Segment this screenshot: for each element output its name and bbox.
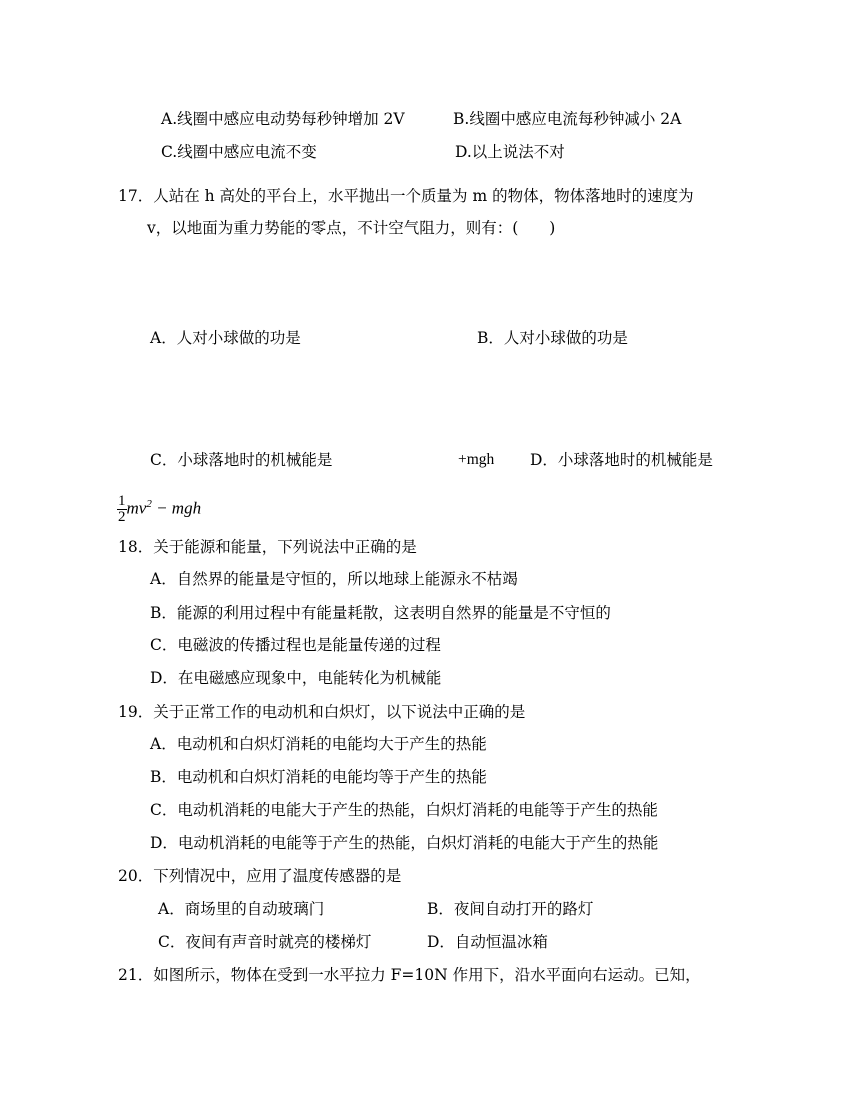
- q18-stem: 18．关于能源和能量，下列说法中正确的是: [118, 538, 417, 556]
- q17-option-d: D．小球落地时的机械能是: [530, 451, 713, 469]
- fraction-denominator: 2: [118, 509, 126, 526]
- fraction: [117, 494, 127, 525]
- formula-rest: − mgh: [151, 498, 202, 518]
- q16-option-b: B.线圈中感应电流每秒钟减小 2A: [453, 110, 682, 128]
- formula-exponent: 2: [146, 498, 152, 510]
- q17-option-a: A．人对小球做的功是: [150, 329, 301, 347]
- q16-option-d: D.以上说法不对: [455, 143, 565, 161]
- q17-option-d-formula: [117, 487, 201, 526]
- q20-option-c: C．夜间有声音时就亮的楼梯灯: [158, 933, 372, 951]
- q19-option-d: D．电动机消耗的电能等于产生的热能，白炽灯消耗的电能大于产生的热能: [150, 834, 659, 852]
- q20-stem: 20．下列情况中，应用了温度传感器的是: [118, 867, 402, 885]
- q17-option-c: C．小球落地时的机械能是: [150, 451, 333, 469]
- q18-option-b: B．能源的利用过程中有能量耗散，这表明自然界的能量是不守恒的: [150, 604, 611, 622]
- q21-stem: 21．如图所示，物体在受到一水平拉力 F=10N 作用下，沿水平面向右运动。已知，: [118, 966, 701, 984]
- q18-option-a: A．自然界的能量是守恒的，所以地球上能源永不枯竭: [150, 570, 518, 588]
- fraction-numerator: 1: [118, 493, 126, 510]
- q17-option-c-tail: +mgh: [458, 451, 495, 468]
- q16-option-a: A.线圈中感应电动势每秒钟增加 2V: [161, 110, 405, 128]
- q19-option-a: A．电动机和白炽灯消耗的电能均大于产生的热能: [150, 735, 487, 753]
- q18-option-c: C．电磁波的传播过程也是能量传递的过程: [150, 636, 441, 654]
- q20-option-a: A．商场里的自动玻璃门: [158, 900, 325, 918]
- formula-mv: mv: [126, 498, 147, 518]
- q18-option-d: D．在电磁感应现象中，电能转化为机械能: [150, 669, 442, 687]
- q17-stem-line2: v，以地面为重力势能的零点，不计空气阻力，则有：( ): [147, 219, 556, 237]
- q20-option-d: D．自动恒温冰箱: [427, 933, 548, 951]
- q16-option-c: C.线圈中感应电流不变: [161, 143, 317, 161]
- q19-option-b: B．电动机和白炽灯消耗的电能均等于产生的热能: [150, 768, 487, 786]
- q19-stem: 19．关于正常工作的电动机和白炽灯，以下说法中正确的是: [118, 703, 526, 721]
- q20-option-b: B．夜间自动打开的路灯: [427, 900, 594, 918]
- q19-option-c: C．电动机消耗的电能大于产生的热能，白炽灯消耗的电能等于产生的热能: [150, 801, 658, 819]
- q17-stem-line1: 17．人站在 h 高处的平台上，水平抛出一个质量为 m 的物体，物体落地时的速度为: [118, 187, 694, 205]
- q17-option-b: B．人对小球做的功是: [477, 329, 628, 347]
